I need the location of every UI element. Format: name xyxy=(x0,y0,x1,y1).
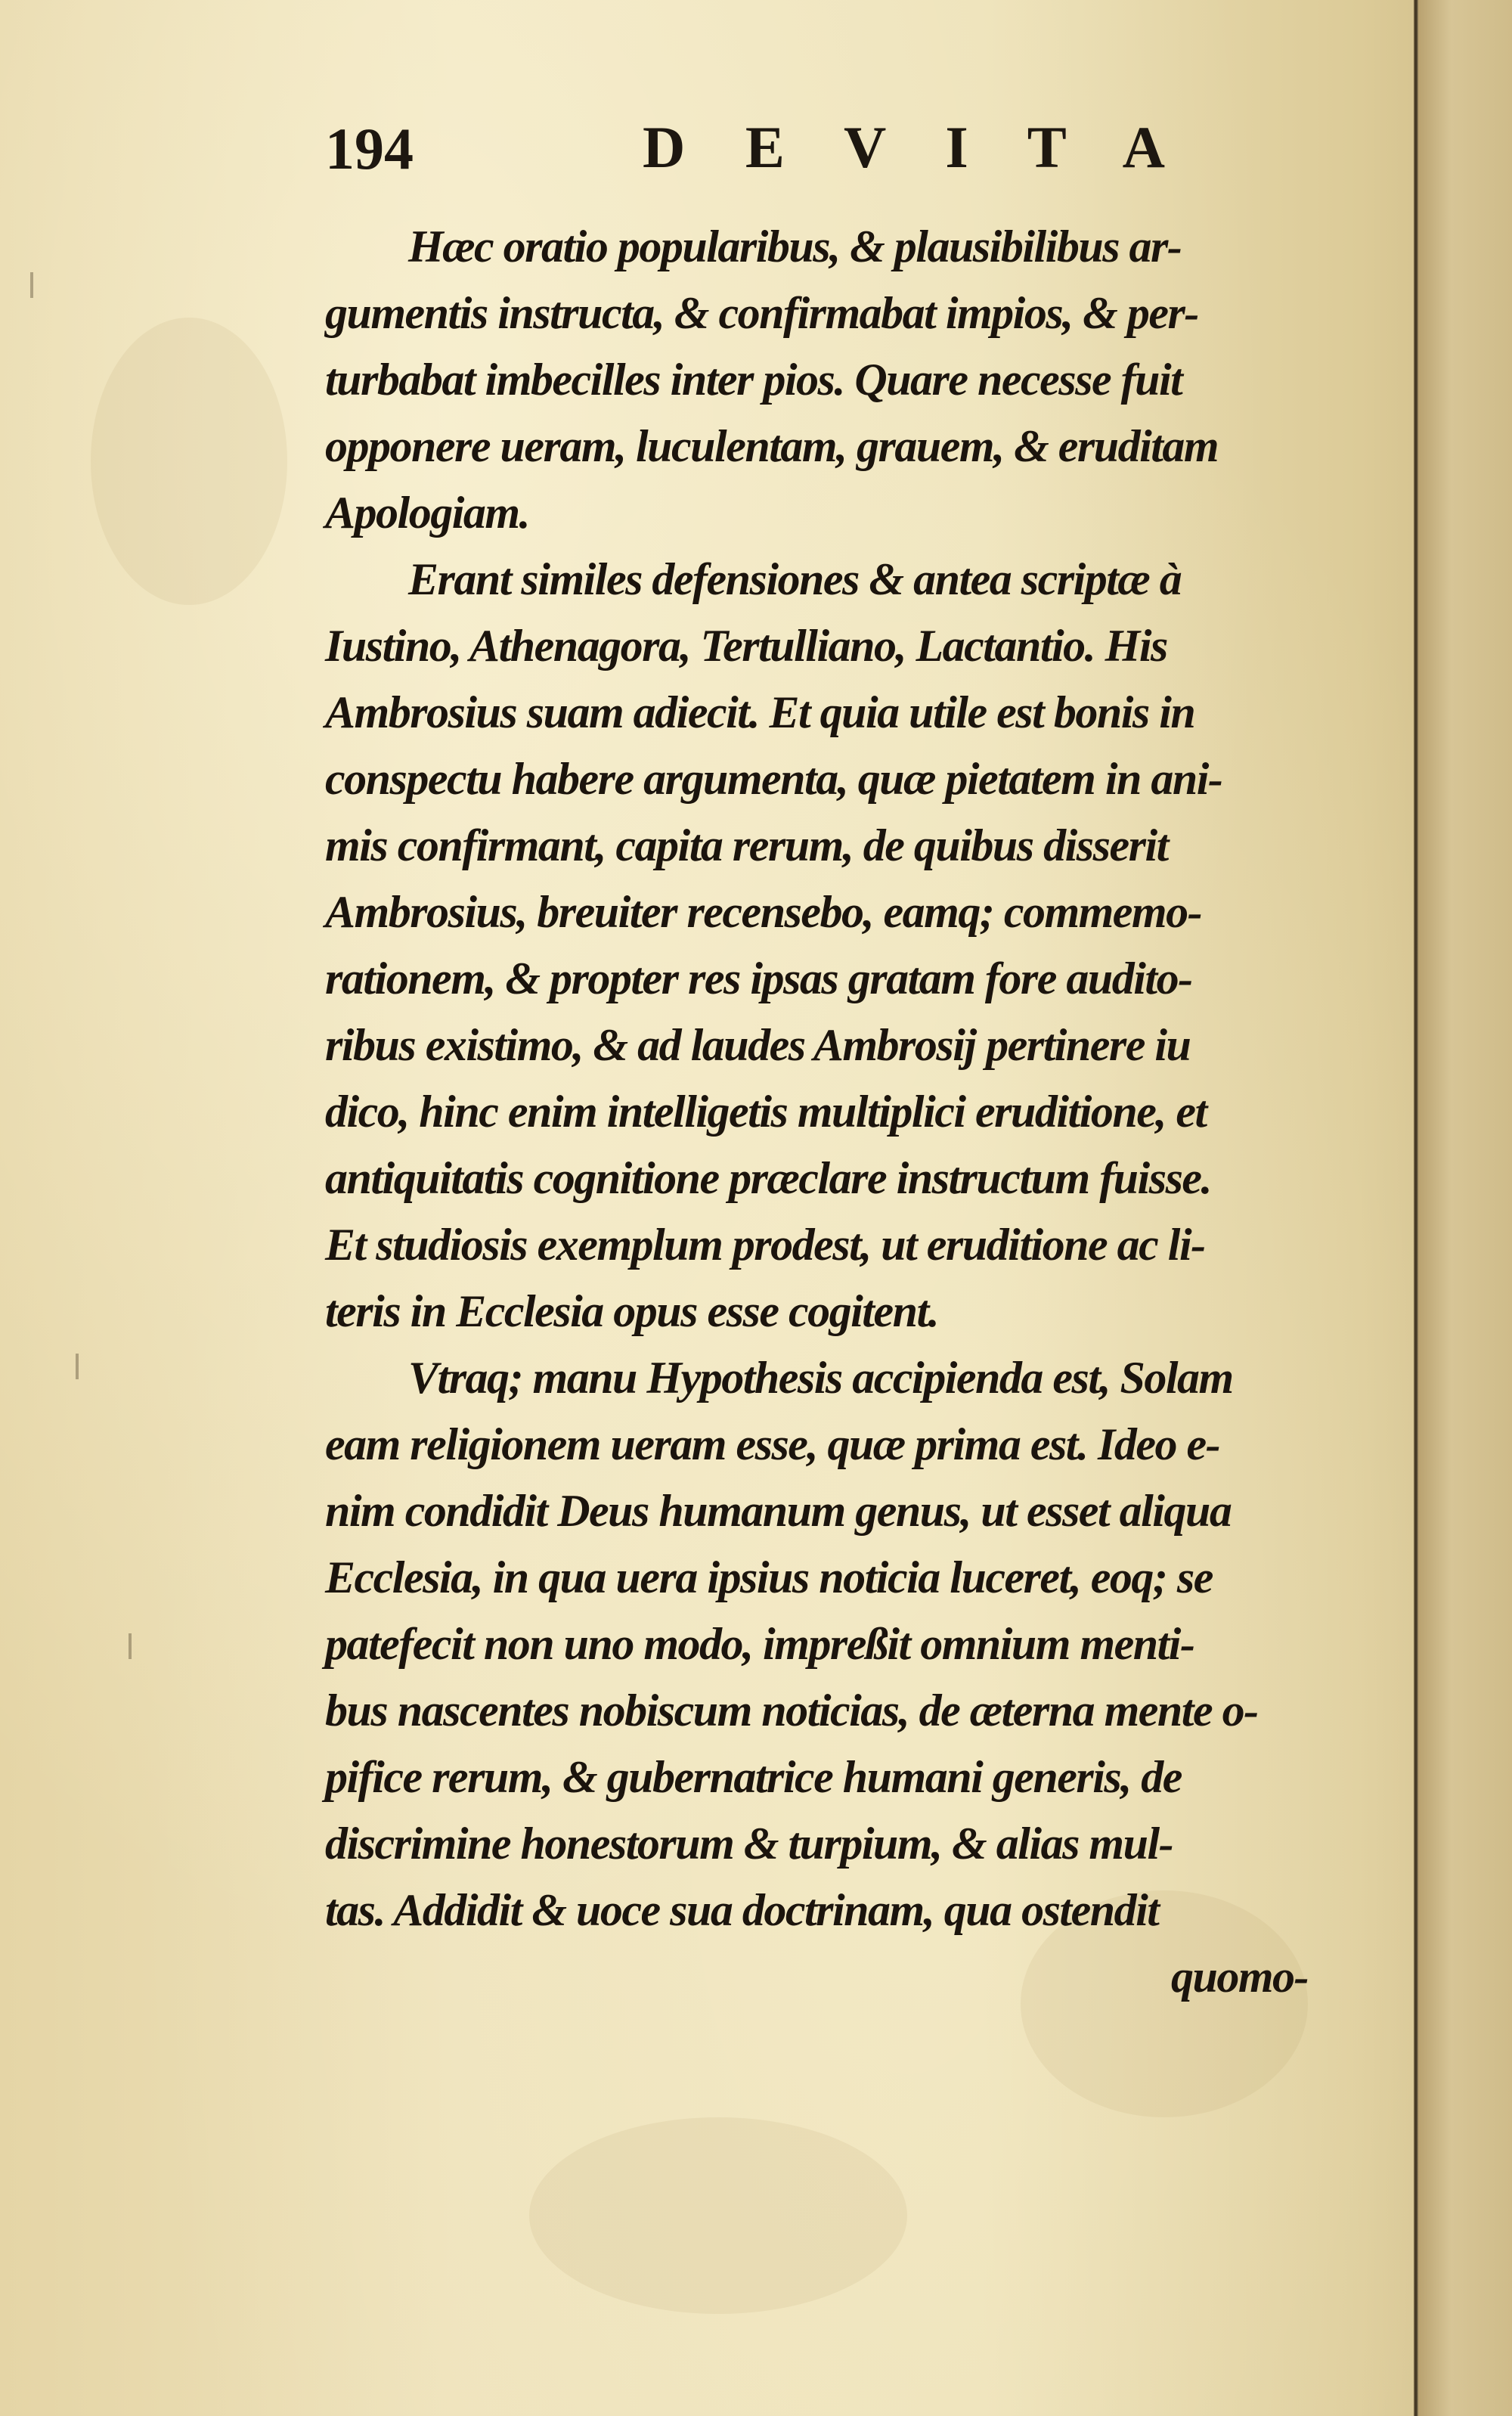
text-line: dico, hinc enim intelligetis multiplici eruditione, et xyxy=(325,1087,1207,1137)
margin-mark xyxy=(76,1354,79,1379)
paper-stain xyxy=(91,318,287,605)
text-line: Ecclesia, in qua uera ipsius noticia luceret, eoq; se xyxy=(325,1552,1213,1602)
text-line: ribus existimo, & ad laudes Ambrosij pertinere iu xyxy=(325,1020,1191,1070)
text-line: Vtraq; manu Hypothesis accipienda est, Solam xyxy=(408,1353,1233,1403)
text-line: Apologiam. xyxy=(325,488,530,538)
catchword: quomo- xyxy=(1170,1952,1308,2002)
text-line: opponere ueram, luculentam, grauem, & eruditam xyxy=(325,421,1219,471)
page-number: 194 xyxy=(325,116,414,181)
text-line: patefecit non uno modo, impreßit omnium menti- xyxy=(325,1619,1194,1669)
paper-stain xyxy=(529,2117,907,2314)
text-line: mis confirmant, capita rerum, de quibus disserit xyxy=(325,820,1168,870)
text-line: Hæc oratio popularibus, & plausibilibus ar- xyxy=(408,222,1182,271)
margin-mark xyxy=(129,1633,132,1659)
text-line: antiquitatis cognitione præclare instructum fuisse. xyxy=(325,1153,1212,1203)
text-line: discrimine honestorum & turpium, & alias mul- xyxy=(325,1819,1173,1869)
text-line: Erant similes defensiones & antea scriptæ à xyxy=(408,554,1182,604)
text-line: eam religionem ueram esse, quæ prima est. Ideo e- xyxy=(325,1419,1220,1469)
text-line: nim condidit Deus humanum genus, ut esset aliqua xyxy=(325,1486,1232,1536)
text-line: Et studiosis exemplum prodest, ut eruditione ac li- xyxy=(325,1220,1205,1270)
text-line: tas. Addidit & uoce sua doctrinam, qua ostendit xyxy=(325,1885,1159,1935)
text-line: Iustino, Athenagora, Tertulliano, Lactantio. His xyxy=(325,621,1167,671)
text-line: bus nascentes nobiscum noticias, de æterna mente o- xyxy=(325,1686,1258,1735)
margin-mark xyxy=(30,272,33,298)
text-line: gumentis instructa, & confirmabat impios, & per- xyxy=(325,288,1198,338)
text-line: Ambrosius suam adiecit. Et quia utile est bonis in xyxy=(325,687,1195,737)
text-line: teris in Ecclesia opus esse cogitent. xyxy=(325,1286,939,1336)
text-line: conspectu habere argumenta, quæ pietatem in ani- xyxy=(325,754,1222,804)
text-line: Ambrosius, breuiter recensebo, eamq; commemo- xyxy=(325,887,1202,937)
running-title: D E V I T A xyxy=(643,114,1188,180)
text-line: turbabat imbecilles inter pios. Quare necesse fuit xyxy=(325,355,1182,405)
adjacent-leaf xyxy=(1418,0,1512,2416)
text-line: rationem, & propter res ipsas gratam fore audito- xyxy=(325,954,1192,1003)
body-text xyxy=(325,213,1308,2010)
text-line: pifice rerum, & gubernatrice humani generis, de xyxy=(325,1752,1182,1802)
